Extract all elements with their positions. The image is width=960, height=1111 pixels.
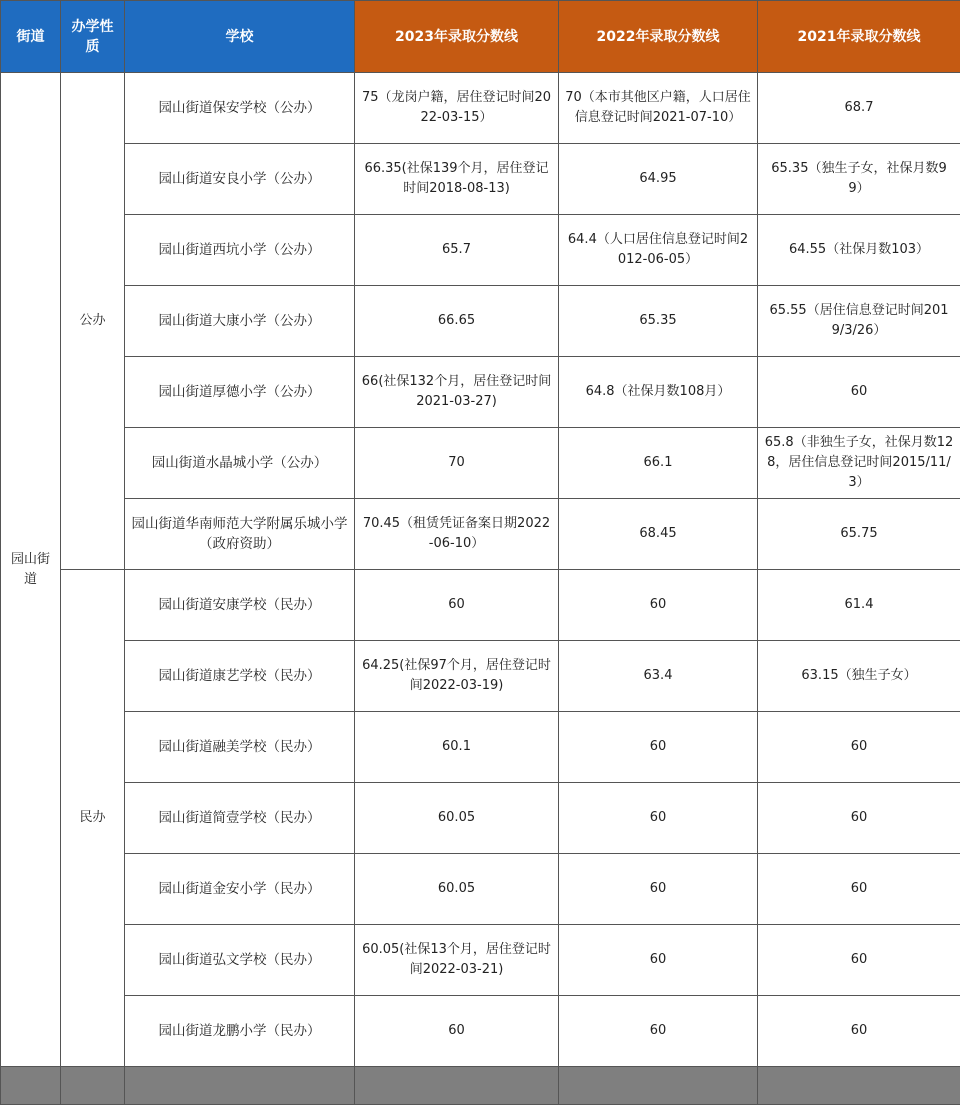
score-2023: 66.65	[355, 286, 559, 357]
table-row	[1, 428, 960, 499]
score-2021: 68.7	[758, 73, 960, 144]
group-private: 民办	[61, 570, 125, 1067]
table-row	[1, 854, 960, 925]
table-row	[1, 570, 960, 641]
table-row	[1, 783, 960, 854]
score-2022: 68.45	[559, 499, 758, 570]
header-2022: 2022年录取分数线	[559, 1, 758, 73]
table-row	[1, 925, 960, 996]
score-2021: 61.4	[758, 570, 960, 641]
header-school: 学校	[125, 1, 355, 73]
score-2022: 70（本市其他区户籍，人口居住信息登记时间2021-07-10）	[559, 73, 758, 144]
school-name: 园山街道安康学校（民办）	[125, 570, 355, 641]
score-2022: 60	[559, 996, 758, 1067]
score-2023: 60.05(社保13个月，居住登记时间2022-03-21)	[355, 925, 559, 996]
footer-cell	[355, 1067, 559, 1105]
score-2023: 60.1	[355, 712, 559, 783]
score-2023: 70	[355, 428, 559, 499]
score-2022: 65.35	[559, 286, 758, 357]
header-2023: 2023年录取分数线	[355, 1, 559, 73]
table-row	[1, 73, 960, 144]
score-2021: 60	[758, 712, 960, 783]
group-public: 公办	[61, 73, 125, 570]
school-name: 园山街道大康小学（公办）	[125, 286, 355, 357]
table-row	[1, 499, 960, 570]
score-2022: 64.4（人口居住信息登记时间2012-06-05）	[559, 215, 758, 286]
header-2021: 2021年录取分数线	[758, 1, 960, 73]
score-2021: 60	[758, 925, 960, 996]
table-row	[1, 286, 960, 357]
score-2021: 65.35（独生子女，社保月数99）	[758, 144, 960, 215]
score-2023: 66(社保132个月，居住登记时间2021-03-27)	[355, 357, 559, 428]
score-2022: 60	[559, 854, 758, 925]
school-name: 园山街道保安学校（公办）	[125, 73, 355, 144]
score-2023: 64.25(社保97个月，居住登记时间2022-03-19)	[355, 641, 559, 712]
score-2022: 60	[559, 925, 758, 996]
footer-cell	[1, 1067, 61, 1105]
score-2022: 60	[559, 712, 758, 783]
school-name: 园山街道金安小学（民办）	[125, 854, 355, 925]
score-2021: 65.75	[758, 499, 960, 570]
score-2023: 60	[355, 570, 559, 641]
score-2022: 60	[559, 570, 758, 641]
score-2023: 66.35(社保139个月，居住登记时间2018-08-13)	[355, 144, 559, 215]
street-cell: 园山街道	[1, 73, 61, 1067]
table-row	[1, 641, 960, 712]
score-2021: 60	[758, 783, 960, 854]
score-2022: 64.8（社保月数108月）	[559, 357, 758, 428]
score-2022: 60	[559, 783, 758, 854]
score-2021: 65.8（非独生子女，社保月数128，居住信息登记时间2015/11/3）	[758, 428, 960, 499]
score-2021: 64.55（社保月数103）	[758, 215, 960, 286]
score-2023: 60.05	[355, 854, 559, 925]
school-name: 园山街道华南师范大学附属乐城小学（政府资助）	[125, 499, 355, 570]
score-2023: 70.45（租赁凭证备案日期2022-06-10）	[355, 499, 559, 570]
table-row	[1, 712, 960, 783]
table-row	[1, 357, 960, 428]
score-2021: 60	[758, 854, 960, 925]
school-name: 园山街道厚德小学（公办）	[125, 357, 355, 428]
score-2021: 65.55（居住信息登记时间2019/3/26）	[758, 286, 960, 357]
score-2021: 60	[758, 996, 960, 1067]
score-2023: 60.05	[355, 783, 559, 854]
score-2023: 65.7	[355, 215, 559, 286]
score-2022: 66.1	[559, 428, 758, 499]
score-2021: 63.15（独生子女）	[758, 641, 960, 712]
footer-cell	[61, 1067, 125, 1105]
school-name: 园山街道简壹学校（民办）	[125, 783, 355, 854]
table-row	[1, 215, 960, 286]
footer-row	[1, 1067, 960, 1105]
score-2022: 64.95	[559, 144, 758, 215]
score-2023: 75（龙岗户籍，居住登记时间2022-03-15）	[355, 73, 559, 144]
table-row	[1, 144, 960, 215]
header-street: 街道	[1, 1, 61, 73]
school-name: 园山街道水晶城小学（公办）	[125, 428, 355, 499]
school-name: 园山街道康艺学校（民办）	[125, 641, 355, 712]
school-name: 园山街道融美学校（民办）	[125, 712, 355, 783]
header-nature: 办学性质	[61, 1, 125, 73]
score-2022: 63.4	[559, 641, 758, 712]
footer-cell	[125, 1067, 355, 1105]
header-row	[1, 1, 960, 73]
school-name: 园山街道龙鹏小学（民办）	[125, 996, 355, 1067]
score-2021: 60	[758, 357, 960, 428]
footer-cell	[758, 1067, 960, 1105]
footer-cell	[559, 1067, 758, 1105]
school-name: 园山街道西坑小学（公办）	[125, 215, 355, 286]
table-row	[1, 996, 960, 1067]
school-name: 园山街道弘文学校（民办）	[125, 925, 355, 996]
score-2023: 60	[355, 996, 559, 1067]
school-name: 园山街道安良小学（公办）	[125, 144, 355, 215]
